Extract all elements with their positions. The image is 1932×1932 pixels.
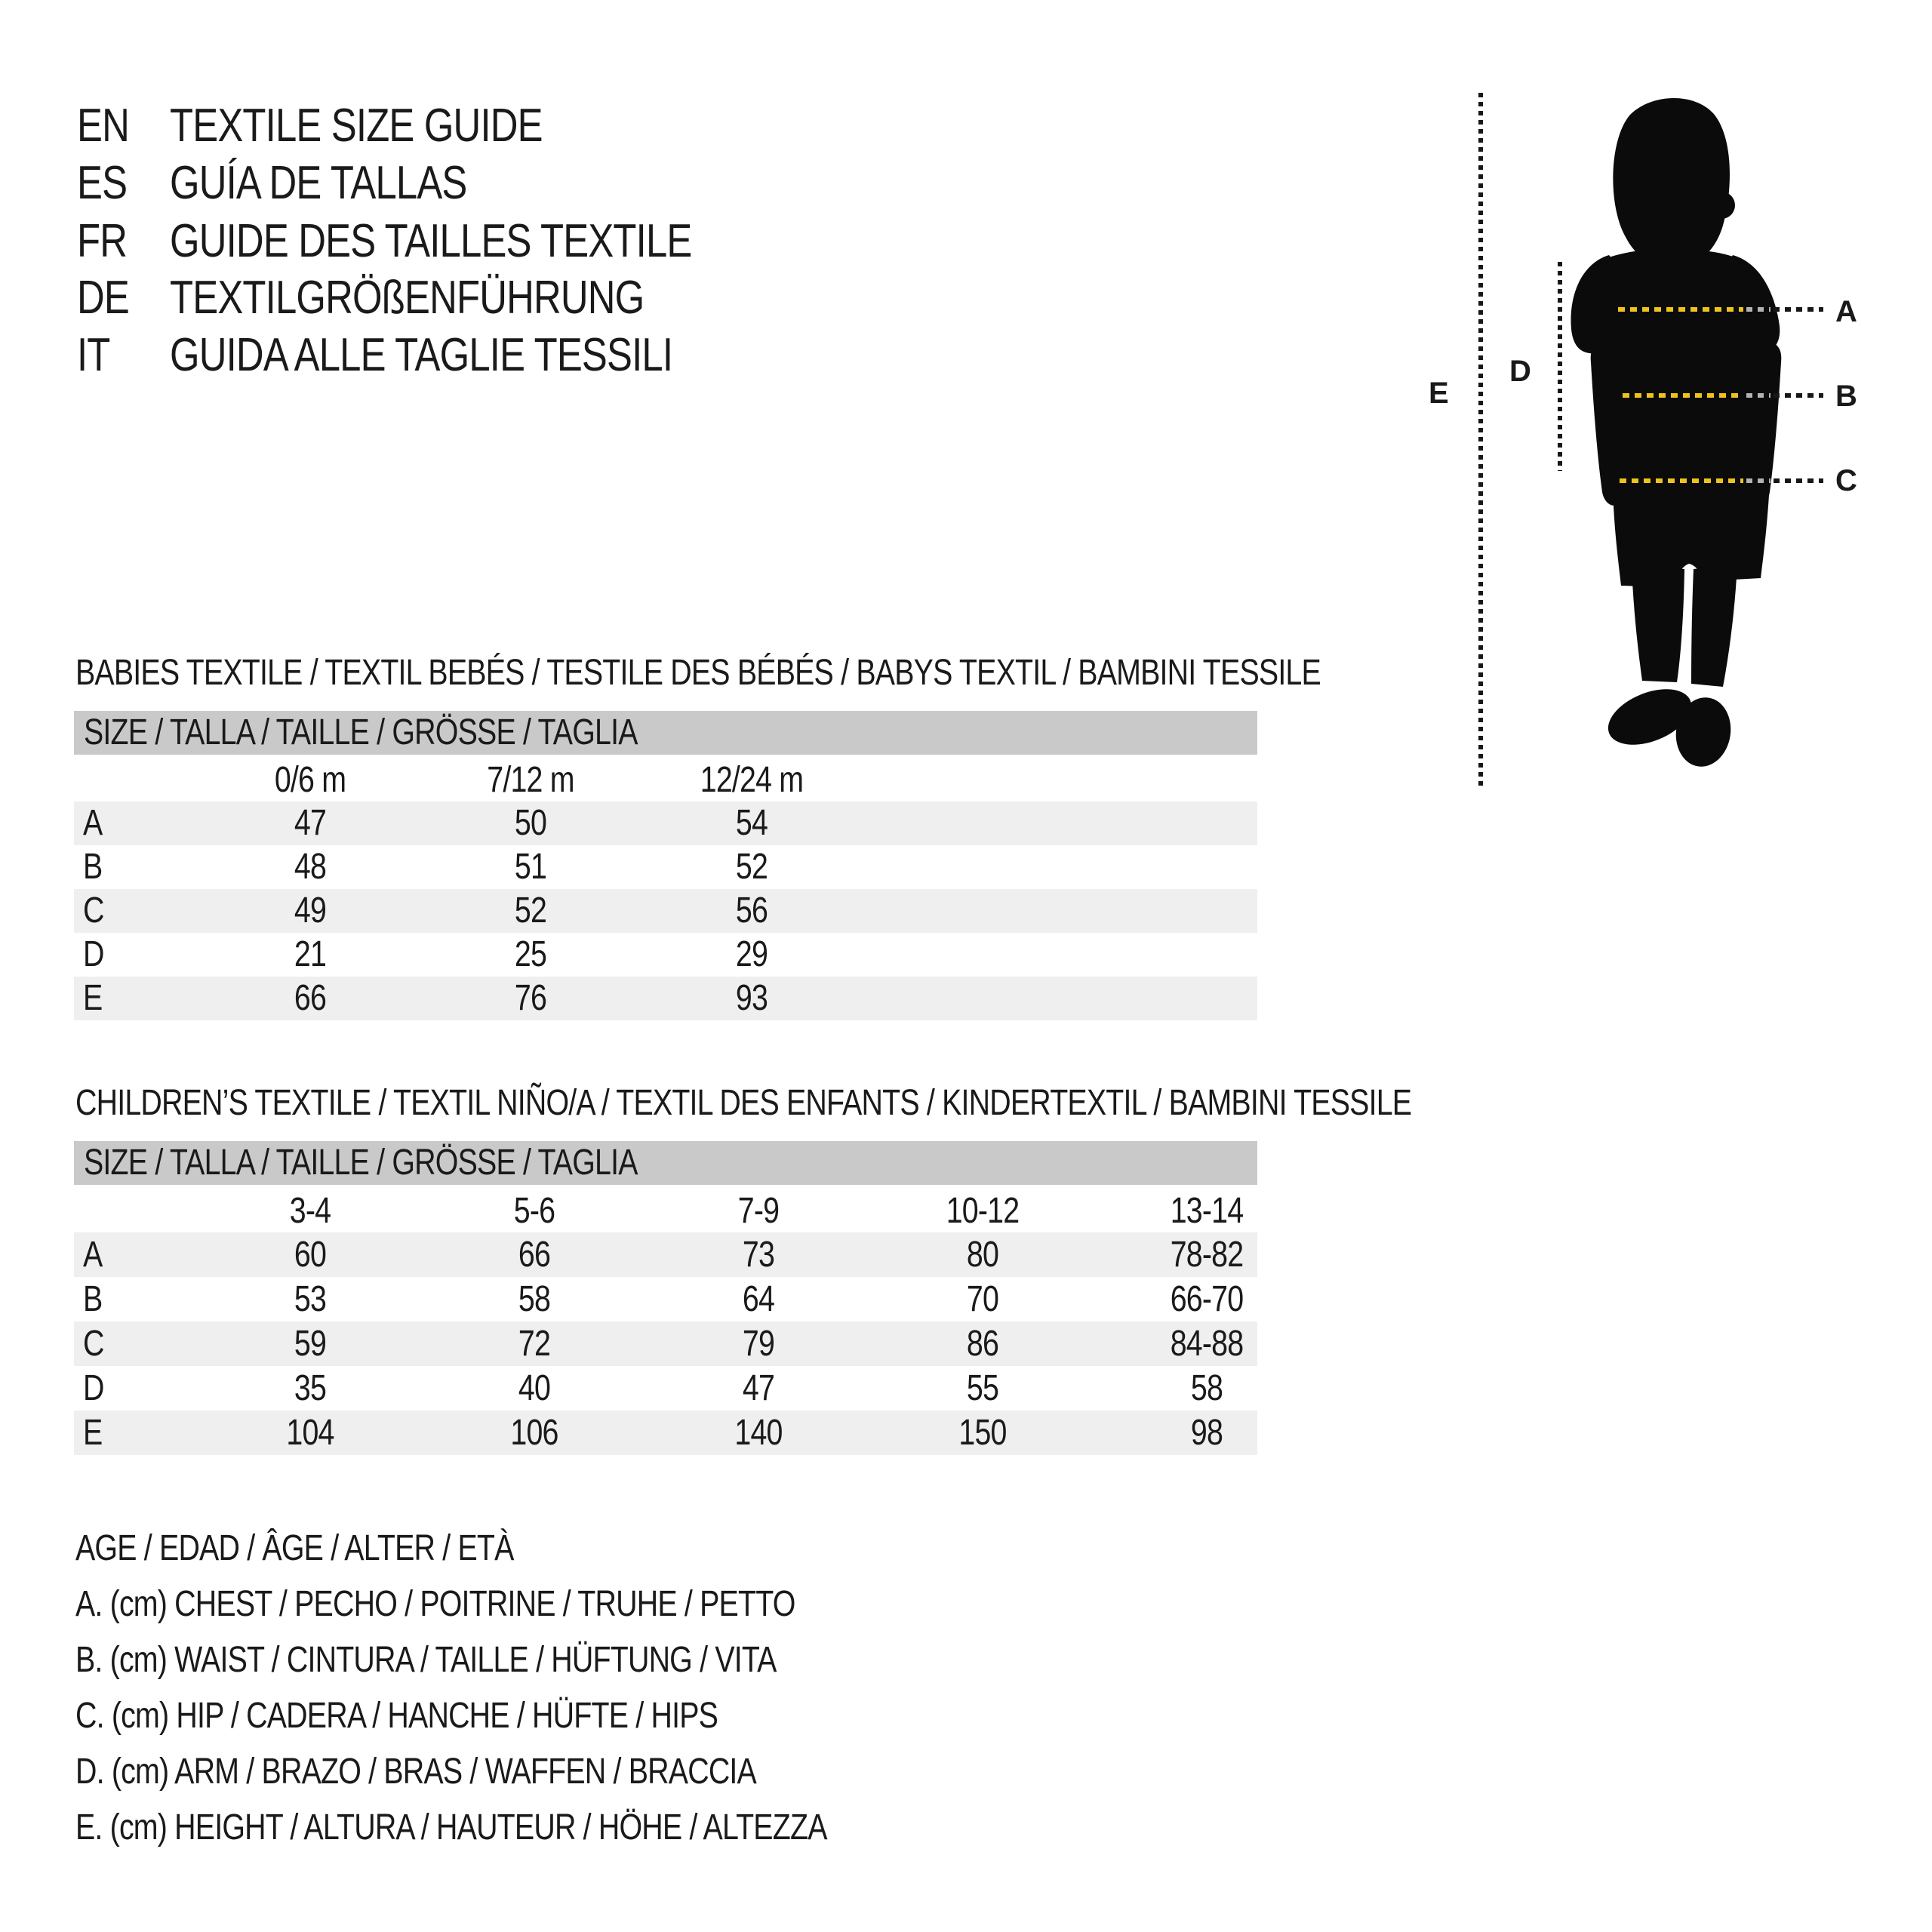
- table-cell: 21: [294, 934, 327, 974]
- table-cell: 79: [742, 1324, 775, 1364]
- table-cell: 52: [514, 891, 547, 931]
- table-cell: 53: [294, 1279, 327, 1319]
- table-cell: 73: [742, 1235, 775, 1275]
- table-cell: 59: [294, 1324, 327, 1364]
- table-row: [74, 977, 1257, 1020]
- lang-row-es: [77, 157, 552, 209]
- chest-line-yellow: [1618, 307, 1743, 312]
- table-cell: 52: [735, 847, 768, 887]
- row-label: B: [83, 1279, 103, 1319]
- table-row: [74, 845, 1257, 889]
- table-cell: 56: [735, 891, 768, 931]
- table-cell: 54: [735, 803, 768, 843]
- column-header: 7/12 m: [487, 760, 574, 800]
- table-cell: 47: [294, 803, 327, 843]
- table-cell: 86: [966, 1324, 999, 1364]
- column-header: 7-9: [737, 1191, 780, 1231]
- table-cell: 140: [734, 1413, 783, 1453]
- table-cell: 150: [958, 1413, 1007, 1453]
- waist-line-fade: [1746, 393, 1770, 398]
- lang-row-fr: [77, 215, 826, 267]
- table-cell: 48: [294, 847, 327, 887]
- table-cell: 84-88: [1170, 1324, 1244, 1364]
- lang-row-en: [77, 100, 645, 152]
- table-cell: 104: [286, 1413, 334, 1453]
- legend-arm: D. (cm) ARM / BRAZO / BRAS / WAFFEN / BRACCIA: [75, 1752, 756, 1792]
- arm-measure-line-D: [1558, 262, 1562, 471]
- lang-code: EN: [77, 100, 129, 152]
- column-header: 3-4: [289, 1191, 331, 1231]
- legend-hip: C. (cm) HIP / CADERA / HANCHE / HÜFTE / HIPS: [75, 1696, 718, 1736]
- legend-height: E. (cm) HEIGHT / ALTURA / HAUTEUR / HÖHE / ALTEZZA: [75, 1807, 827, 1847]
- table-row: [74, 1321, 1257, 1366]
- chest-line-fade: [1746, 307, 1770, 312]
- table-cell: 51: [514, 847, 547, 887]
- table-cell: 72: [518, 1324, 551, 1364]
- row-label: E: [83, 978, 103, 1018]
- row-label: A: [83, 803, 103, 843]
- waist-line-yellow: [1623, 393, 1743, 398]
- row-label: C: [83, 891, 104, 931]
- table-cell: 93: [735, 978, 768, 1018]
- row-label: E: [83, 1413, 103, 1453]
- label-chest-A: A: [1835, 295, 1857, 328]
- size-header-text: SIZE / TALLA / TAILLE / GRÖSSE / TAGLIA: [84, 1143, 638, 1183]
- table-row: [74, 801, 1257, 845]
- table-cell: 98: [1190, 1413, 1223, 1453]
- legend-age: AGE / EDAD / ÂGE / ALTER / ETÀ: [75, 1528, 514, 1568]
- column-header: 10-12: [946, 1191, 1020, 1231]
- babies-section-title: BABIES TEXTILE / TEXTIL BEBÉS / TESTILE DES BÉBÉS / BABYS TEXTIL / BAMBINI TESSILE: [75, 653, 1321, 693]
- row-label: D: [83, 1368, 104, 1408]
- column-header: 0/6 m: [274, 760, 346, 800]
- table-cell: 47: [742, 1368, 775, 1408]
- hip-line-black: [1774, 478, 1823, 483]
- table-cell: 58: [518, 1279, 551, 1319]
- table-cell: 58: [1190, 1368, 1223, 1408]
- row-label: C: [83, 1324, 104, 1364]
- table-cell: 66: [294, 978, 327, 1018]
- table-row: [74, 933, 1257, 977]
- lang-code: FR: [77, 215, 128, 267]
- children-column-header-row: [74, 1190, 1257, 1232]
- table-row: [74, 1366, 1257, 1411]
- column-header: 5-6: [513, 1191, 555, 1231]
- column-header: 13-14: [1170, 1191, 1244, 1231]
- label-hip-C: C: [1835, 464, 1857, 497]
- table-row: [74, 889, 1257, 933]
- hip-line-yellow: [1620, 478, 1743, 483]
- lang-title: GUIDE DES TAILLES TEXTILE: [170, 215, 692, 267]
- table-cell: 76: [514, 978, 547, 1018]
- legend-waist: B. (cm) WAIST / CINTURA / TAILLE / HÜFTUNG / VITA: [75, 1640, 777, 1680]
- children-section-title: CHILDREN’S TEXTILE / TEXTIL NIÑO/A / TEXTIL DES ENFANTS / KINDERTEXTIL / BAMBINI TESSILE: [75, 1083, 1412, 1123]
- lang-title: TEXTILGRÖßENFÜHRUNG: [170, 272, 645, 324]
- table-cell: 55: [966, 1368, 999, 1408]
- lang-title: GUIDA ALLE TAGLIE TESSILI: [170, 329, 673, 381]
- size-header-text: SIZE / TALLA / TAILLE / GRÖSSE / TAGLIA: [84, 712, 638, 752]
- lang-code: IT: [77, 329, 110, 381]
- babies-size-header-bar: [74, 711, 1257, 755]
- lang-title: GUÍA DE TALLAS: [170, 157, 467, 209]
- table-cell: 66: [518, 1235, 551, 1275]
- table-cell: 50: [514, 803, 547, 843]
- table-cell: 35: [294, 1368, 327, 1408]
- table-cell: 29: [735, 934, 768, 974]
- children-size-header-bar: [74, 1141, 1257, 1185]
- lang-row-it: [77, 329, 803, 381]
- lang-code: ES: [77, 157, 128, 209]
- table-cell: 64: [742, 1279, 775, 1319]
- row-label: D: [83, 934, 104, 974]
- label-height-E: E: [1429, 377, 1449, 410]
- table-cell: 49: [294, 891, 327, 931]
- column-header: 12/24 m: [700, 760, 804, 800]
- table-row: [74, 1232, 1257, 1277]
- legend-chest: A. (cm) CHEST / PECHO / POITRINE / TRUHE / PETTO: [75, 1584, 795, 1624]
- waist-line-black: [1774, 393, 1823, 398]
- table-cell: 66-70: [1170, 1279, 1244, 1319]
- table-row: [74, 1411, 1257, 1455]
- table-cell: 78-82: [1170, 1235, 1244, 1275]
- row-label: B: [83, 847, 103, 887]
- hip-line-fade: [1746, 478, 1770, 483]
- table-cell: 80: [966, 1235, 999, 1275]
- table-cell: 25: [514, 934, 547, 974]
- lang-row-de: [77, 272, 768, 324]
- table-cell: 70: [966, 1279, 999, 1319]
- chest-line-black: [1774, 307, 1823, 312]
- table-cell: 106: [510, 1413, 558, 1453]
- label-arm-D: D: [1509, 355, 1531, 388]
- babies-column-header-row: [74, 759, 1257, 801]
- lang-title: TEXTILE SIZE GUIDE: [170, 100, 543, 152]
- table-row: [74, 1277, 1257, 1321]
- lang-code: DE: [77, 272, 129, 324]
- table-cell: 40: [518, 1368, 551, 1408]
- row-label: A: [83, 1235, 103, 1275]
- table-cell: 60: [294, 1235, 327, 1275]
- label-waist-B: B: [1835, 380, 1857, 413]
